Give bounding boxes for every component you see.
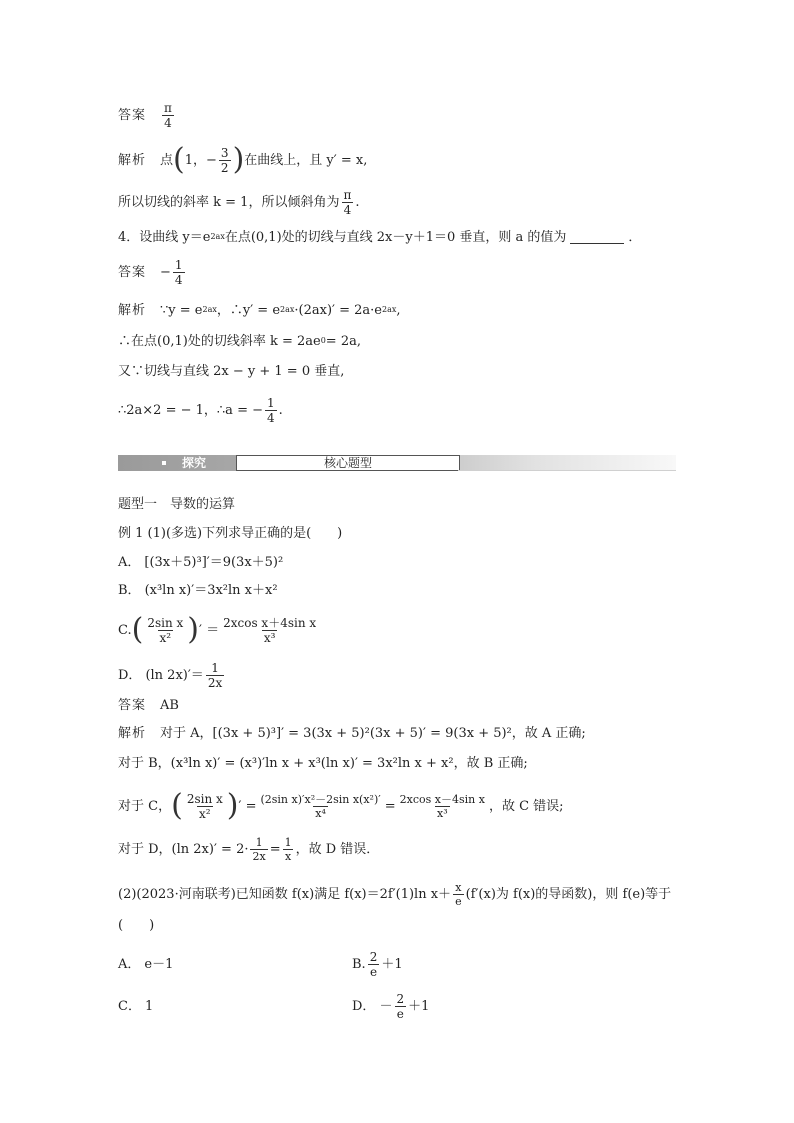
- example-2-option-d: D． － $\frac{2}{e}$ ＋1: [352, 991, 430, 1021]
- option-d: D． (ln 2x)′＝ $\frac{1}{2x}$: [118, 660, 223, 690]
- banner-right-label: 核心题型: [236, 455, 460, 471]
- example-2-paren: ( ): [118, 917, 155, 933]
- point-fraction: $\frac{3}{2}$: [220, 145, 229, 175]
- square-bullet-icon: [162, 461, 166, 465]
- example-2-stem: (2)(2023·河南联考)已知函数 f(x)满足 f(x)＝2f′(1)ln x＋ $\frac{x}{e}$ (f′(x)为 f(x)的导函数)，则 f(e)等于: [118, 880, 672, 908]
- example-2-option-b: B. $\frac{2}{e}$ ＋1: [352, 949, 403, 979]
- answer-label: 答案: [118, 107, 147, 123]
- analysis-label: 解析: [118, 152, 147, 168]
- banner-left-label: 探究: [182, 456, 207, 470]
- option-a: A． [(3x＋5)³]′＝9(3x＋5)²: [118, 554, 284, 570]
- example-2-option-a: A． e－1: [118, 956, 174, 972]
- option-c: C. ( $\frac{\text{2sin x}}{\text{x²}}$ ) ′ ＝ $\frac{\text{2xcos x＋4sin x}}{\text{x³}}$: [118, 612, 317, 647]
- section-banner: [118, 455, 676, 471]
- analysis-c: 对于 C， ( $\frac{\text{2sin x}}{\text{x²}}$ ) ′ = $\frac{\text{(2sin x)′x²－2sin x(x²)′}}{\text{x⁴}}$ = $\frac{\text{2xcos x－4sin x}}{\text{x³}}$ ，故 C 错误;: [118, 788, 564, 823]
- q3-conclusion-line: 所以切线的斜率 k = 1，所以倾斜角为 $\frac{\pi}{4}$ .: [118, 187, 360, 217]
- answer-fraction: $\frac{\pi}{4}$: [164, 100, 172, 130]
- answer-blank: [570, 231, 624, 244]
- example-1-stem: 例 1 (1)(多选)下列求导正确的是( ): [118, 525, 343, 541]
- q4-answer-line: 答案 − $\frac{1}{4}$: [118, 257, 183, 287]
- analysis-d: 对于 D，(ln 2x)′ = 2· $\frac{1}{2x}$ = $\frac{1}{x}$ ，故 D 错误．: [118, 835, 380, 863]
- section-title: 题型一 导数的运算: [118, 496, 236, 512]
- q4-analysis-step2: ∴在点(0,1)处的切线斜率 k = 2ae 0 = 2a,: [118, 333, 361, 349]
- q4-stem: 4． 设曲线 y＝e 2ax 在点(0,1)处的切线与直线 2x－y＋1＝0 垂直，则 a 的值为 ．: [118, 229, 642, 245]
- q3-analysis-line: 解析 点 ( 1，− $\frac{3}{2}$ ) 在曲线上，且 y′ = x,: [118, 142, 368, 177]
- q4-analysis-step3: 又∵切线与直线 2x − y + 1 = 0 垂直,: [118, 363, 345, 379]
- example-1-answer: 答案 AB: [118, 697, 179, 713]
- option-b: B． (x³ln x)′＝3x²ln x＋x²: [118, 582, 278, 598]
- q3-answer-line: [118, 101, 176, 129]
- analysis-b: 对于 B，(x³ln x)′ = (x³)′ln x + x³(ln x)′ = 3x²ln x + x²，故 B 正确;: [118, 755, 528, 771]
- q4-analysis-line: 解析 ∵y = e 2ax ，∴y′ = e 2ax ·(2ax)′ = 2a·e 2ax ,: [118, 302, 401, 318]
- analysis-a: 解析 对于 A，[(3x + 5)³]′ = 3(3x + 5)²(3x + 5)′ = 9(3x + 5)²，故 A 正确;: [118, 725, 586, 741]
- example-2-option-c: C． 1: [118, 998, 154, 1014]
- q4-analysis-step4: ∴2a×2 = − 1，∴a = − $\frac{1}{4}$ .: [118, 395, 283, 425]
